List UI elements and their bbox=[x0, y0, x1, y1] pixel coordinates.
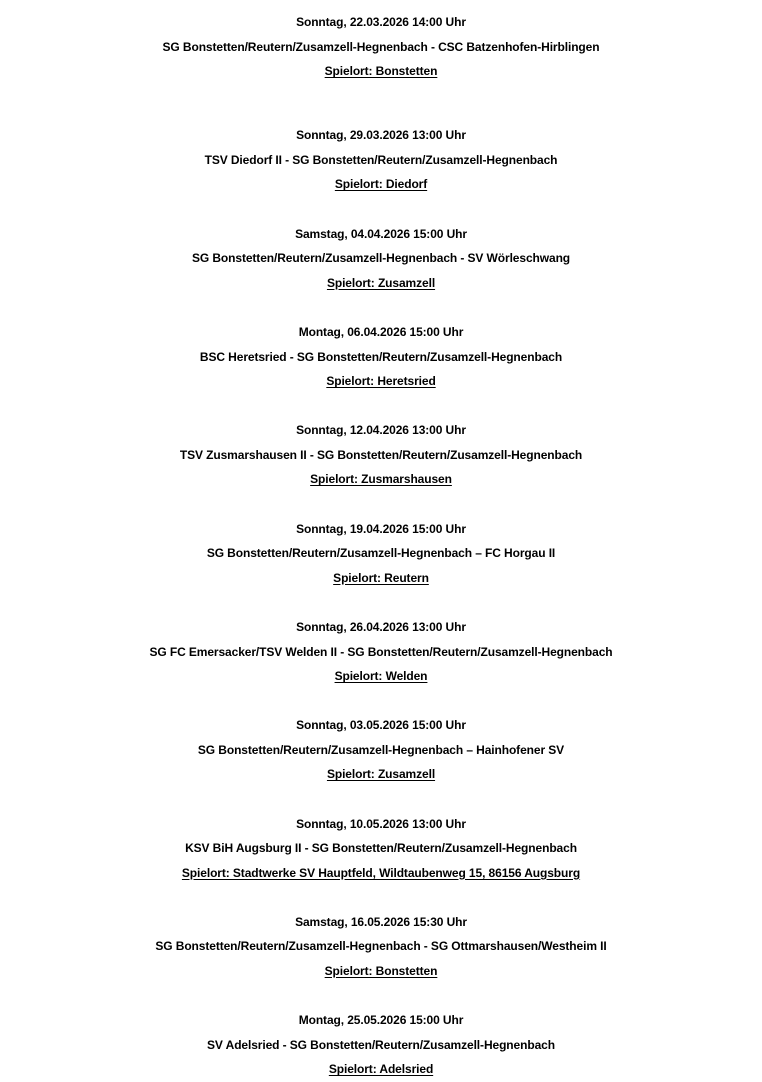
match-fixture: SG Bonstetten/Reutern/Zusamzell-Hegnenbach - SG Ottmarshausen/Westheim II bbox=[155, 939, 607, 953]
match-venue: Spielort: Diedorf bbox=[334, 177, 428, 191]
match-venue: Spielort: Zusamzell bbox=[326, 275, 436, 290]
match-date: Samstag, 16.05.2026 15:30 Uhr bbox=[295, 914, 467, 929]
match-entry bbox=[0, 10, 762, 84]
match-date: Sonntag, 29.03.2026 13:00 Uhr bbox=[296, 128, 466, 142]
match-fixture: SG Bonstetten/Reutern/Zusamzell-Hegnenbach – Hainhofener SV bbox=[197, 742, 565, 757]
match-fixture: TSV Diedorf II - SG Bonstetten/Reutern/Zusamzell-Hegnenbach bbox=[204, 152, 558, 167]
match-date: Sonntag, 19.04.2026 15:00 Uhr bbox=[296, 521, 466, 536]
match-date: Sonntag, 03.05.2026 15:00 Uhr bbox=[296, 718, 466, 732]
match-venue: Spielort: Adelsried bbox=[328, 1062, 434, 1076]
match-venue: Spielort: Bonstetten bbox=[324, 64, 438, 78]
match-entry bbox=[0, 910, 762, 984]
match-entry bbox=[0, 320, 762, 394]
match-entry bbox=[0, 517, 762, 591]
match-entry bbox=[0, 123, 762, 197]
match-date: Montag, 06.04.2026 15:00 Uhr bbox=[298, 325, 464, 339]
match-entry bbox=[0, 812, 762, 886]
match-venue: Spielort: Heretsried bbox=[326, 374, 436, 388]
match-fixture: BSC Heretsried - SG Bonstetten/Reutern/Zusamzell-Hegnenbach bbox=[199, 349, 563, 364]
match-fixture: KSV BiH Augsburg II - SG Bonstetten/Reutern/Zusamzell-Hegnenbach bbox=[185, 841, 577, 855]
match-venue: Spielort: Reutern bbox=[333, 570, 429, 585]
match-fixture: SG Bonstetten/Reutern/Zusamzell-Hegnenbach - SV Wörleschwang bbox=[191, 251, 571, 265]
match-date: Sonntag, 22.03.2026 14:00 Uhr bbox=[296, 15, 466, 29]
match-date: Montag, 25.05.2026 15:00 Uhr bbox=[298, 1013, 464, 1027]
match-venue: Spielort: Stadtwerke SV Hauptfeld, Wildtaubenweg 15, 86156 Augsburg bbox=[181, 865, 581, 880]
match-date: Sonntag, 26.04.2026 13:00 Uhr bbox=[296, 620, 466, 634]
match-entry bbox=[0, 713, 762, 787]
match-entry bbox=[0, 418, 762, 492]
match-venue: Spielort: Welden bbox=[334, 669, 428, 683]
match-fixture: SG Bonstetten/Reutern/Zusamzell-Hegnenbach - CSC Batzenhofen-Hirblingen bbox=[162, 39, 600, 54]
match-fixture: SV Adelsried - SG Bonstetten/Reutern/Zusamzell-Hegnenbach bbox=[207, 1037, 555, 1052]
match-entry bbox=[0, 1008, 762, 1082]
match-venue: Spielort: Zusmarshausen bbox=[310, 472, 452, 486]
match-date: Sonntag, 10.05.2026 13:00 Uhr bbox=[296, 816, 466, 831]
match-fixture: SG FC Emersacker/TSV Welden II - SG Bonstetten/Reutern/Zusamzell-Hegnenbach bbox=[149, 644, 613, 659]
match-date: Samstag, 04.04.2026 15:00 Uhr bbox=[295, 226, 467, 241]
match-entry bbox=[0, 615, 762, 689]
match-fixture: TSV Zusmarshausen II - SG Bonstetten/Reutern/Zusamzell-Hegnenbach bbox=[179, 447, 583, 462]
match-fixture: SG Bonstetten/Reutern/Zusamzell-Hegnenbach – FC Horgau II bbox=[206, 546, 556, 560]
match-entry bbox=[0, 222, 762, 296]
match-date: Sonntag, 12.04.2026 13:00 Uhr bbox=[296, 423, 466, 437]
match-venue: Spielort: Zusamzell bbox=[326, 767, 436, 781]
match-venue: Spielort: Bonstetten bbox=[324, 963, 438, 978]
